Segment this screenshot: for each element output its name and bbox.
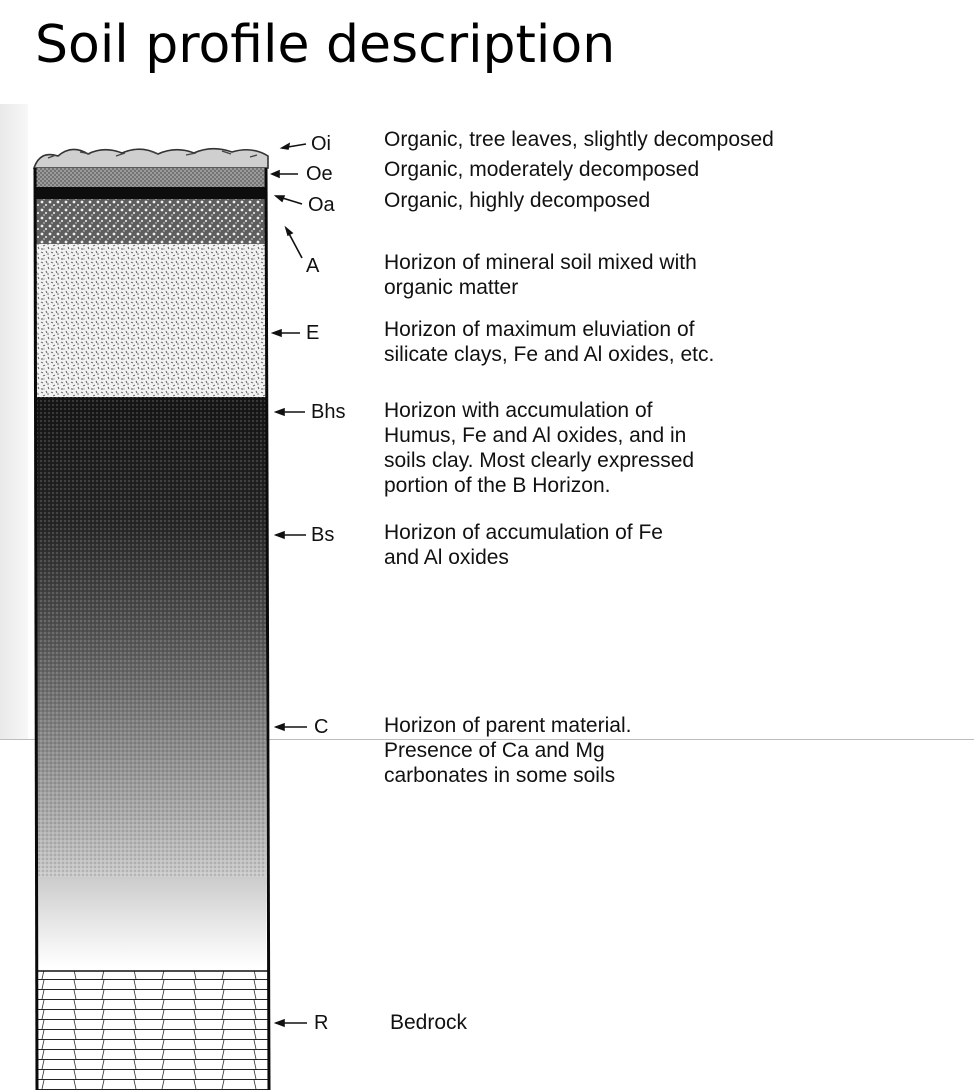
arrow-oa	[276, 196, 302, 204]
desc-line: portion of the B Horizon.	[384, 474, 611, 497]
arrow-oi	[282, 144, 306, 149]
column-right-edge	[266, 168, 269, 1090]
desc-line: carbonates in some soils	[384, 764, 616, 787]
desc-line: Horizon with accumulation of	[384, 399, 653, 422]
desc-line: soils clay. Most clearly expressed	[384, 449, 695, 472]
layer-oi	[34, 149, 268, 168]
layer-oa	[36, 187, 266, 199]
desc-line: organic matter	[384, 276, 519, 299]
horizon-desc-c	[384, 713, 631, 788]
layer-b-stipple	[36, 397, 266, 877]
page-title: Soil profile description	[35, 15, 616, 75]
layer-r	[36, 971, 268, 1090]
arrow-e	[273, 330, 300, 336]
horizon-desc-a	[384, 250, 697, 300]
desc-line: Organic, tree leaves, slightly decomposed	[384, 128, 774, 151]
layer-a	[36, 199, 266, 244]
desc-line: Horizon of parent material.	[384, 714, 632, 737]
arrow-a	[286, 228, 302, 258]
desc-line: Humus, Fe and Al oxides, and in	[384, 424, 687, 447]
horizon-code-r: R	[314, 1012, 329, 1034]
desc-line: Bedrock	[390, 1011, 468, 1034]
horizon-code-a: A	[306, 255, 320, 277]
horizon-code-e: E	[306, 322, 320, 344]
desc-line: Presence of Ca and Mg	[384, 739, 605, 762]
horizon-desc-r	[390, 1010, 467, 1035]
horizon-code-oe: Oe	[306, 163, 333, 185]
horizon-code-oi: Oi	[311, 133, 331, 155]
horizon-desc-oi	[384, 127, 774, 152]
horizon-code-bs: Bs	[311, 524, 335, 546]
pointer-arrows	[272, 144, 307, 1026]
desc-line: and Al oxides	[384, 546, 509, 569]
desc-line: Organic, highly decomposed	[384, 189, 651, 212]
horizon-desc-e	[384, 317, 714, 367]
horizon-desc-bhs	[384, 398, 694, 498]
layer-oe	[36, 168, 266, 187]
arrow-bs	[276, 532, 306, 538]
arrow-oe	[272, 171, 298, 177]
arrow-c	[276, 724, 307, 730]
horizon-desc-oe	[384, 157, 699, 182]
desc-line: Organic, moderately decomposed	[384, 158, 700, 181]
layer-e	[36, 244, 266, 397]
desc-line: silicate clays, Fe and Al oxides, etc.	[384, 343, 715, 366]
arrow-bhs	[276, 409, 305, 415]
horizon-code-c: C	[314, 716, 329, 738]
horizon-desc-bs	[384, 520, 663, 570]
column-left-edge	[35, 168, 37, 1090]
horizon-code-bhs: Bhs	[311, 401, 346, 423]
desc-line: Horizon of maximum eluviation of	[384, 318, 695, 341]
desc-line: Horizon of mineral soil mixed with	[384, 251, 697, 274]
desc-line: Horizon of accumulation of Fe	[384, 521, 663, 544]
arrow-r	[276, 1020, 307, 1026]
horizon-desc-oa	[384, 188, 650, 213]
horizon-code-oa: Oa	[308, 194, 335, 216]
